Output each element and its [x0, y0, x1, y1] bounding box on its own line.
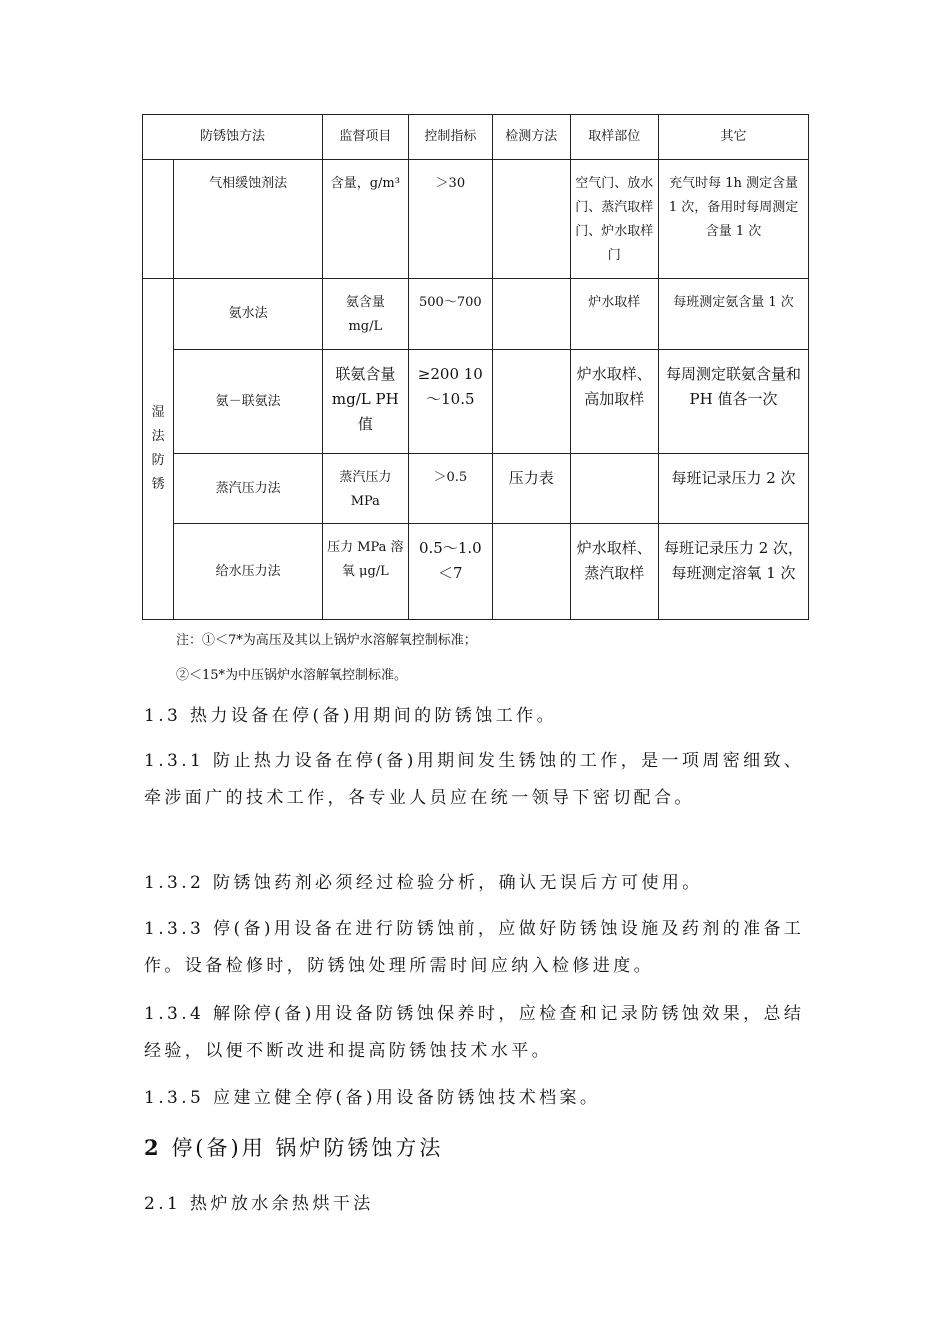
cell-sample [570, 454, 659, 524]
cell-sample: 炉水取样、蒸汽取样 [570, 524, 659, 620]
cell-index: 500～700 [408, 279, 493, 350]
cell-method: 气相缓蚀剂法 [174, 160, 323, 279]
cell-other: 每班记录压力 2 次 [659, 454, 809, 524]
cell-sample: 空气门、放水门、蒸汽取样门、炉水取样门 [570, 160, 659, 279]
section-1-3: 1.3 热力设备在停(备)用期间的防锈蚀工作。 [144, 706, 557, 726]
header-method: 防锈蚀方法 [143, 115, 323, 160]
wet-method-group-label: 湿法防锈 [143, 279, 174, 620]
cell-index: 0.5～1.0 ＜7 [408, 524, 493, 620]
table-row [143, 350, 809, 454]
chapter-2-heading [144, 1133, 443, 1163]
cell-test [493, 160, 570, 279]
cell-method: 氨水法 [174, 279, 323, 350]
table-header-row [143, 115, 809, 160]
cell-other: 每周测定联氨含量和 PH 值各一次 [659, 350, 809, 454]
table-note-2: ②＜15*为中压锅炉水溶解氧控制标准。 [176, 668, 408, 683]
cell-index: ＞30 [408, 160, 493, 279]
cell-item: 含量，g/m³ [323, 160, 409, 279]
cell-method: 氨－联氨法 [174, 350, 323, 454]
table-row [143, 279, 809, 350]
cell-test: 压力表 [493, 454, 570, 524]
cell-item: 联氨含量 mg/L PH 值 [323, 350, 409, 454]
cell-sample: 炉水取样、高加取样 [570, 350, 659, 454]
cell-method: 给水压力法 [174, 524, 323, 620]
cell-index: ≥200 10～10.5 [408, 350, 493, 454]
cell-test [493, 279, 570, 350]
table-note-1: 注：①＜7*为高压及其以上锅炉水溶解氧控制标准； [176, 633, 477, 648]
section-1-3-3: 1.3.3 停(备)用设备在进行防锈蚀前，应做好防锈蚀设施及药剂的准备工作。设备检修时，防锈蚀处理所需时间应纳入检修进度。 [144, 919, 805, 976]
section-1-3-4: 1.3.4 解除停(备)用设备防锈蚀保养时，应检查和记录防锈蚀效果，总结经验，以便不断改进和提高防锈蚀技术水平。 [144, 1004, 805, 1061]
cell-item: 蒸汽压力 MPa [323, 454, 409, 524]
cell-index: ＞0.5 [408, 454, 493, 524]
chapter-title: 停(备)用 锅炉防锈蚀方法 [171, 1136, 444, 1160]
section-2-1: 2.1 热炉放水余热烘干法 [144, 1194, 374, 1214]
table-row [143, 454, 809, 524]
cell-other: 充气时每 1h 测定含量 1 次，备用时每周测定含量 1 次 [659, 160, 809, 279]
header-index: 控制指标 [408, 115, 493, 160]
table-row [143, 524, 809, 620]
cell-test [493, 524, 570, 620]
section-1-3-5: 1.3.5 应建立健全停(备)用设备防锈蚀技术档案。 [144, 1088, 601, 1108]
cell-other: 每班记录压力 2 次，每班测定溶氧 1 次 [659, 524, 809, 620]
chapter-number: 2 [144, 1135, 162, 1160]
cell-sample: 炉水取样 [570, 279, 659, 350]
cell-method: 蒸汽压力法 [174, 454, 323, 524]
cell-item: 氨含量 mg/L [323, 279, 409, 350]
empty-group-cell [143, 160, 174, 279]
header-test: 检测方法 [493, 115, 570, 160]
section-1-3-1: 1.3.1 防止热力设备在停(备)用期间发生锈蚀的工作，是一项周密细致、牵涉面广的技术工作，各专业人员应在统一领导下密切配合。 [144, 751, 805, 808]
cell-item: 压力 MPa 溶氧 μg/L [323, 524, 409, 620]
anticorrosion-method-table [142, 114, 809, 620]
header-sample: 取样部位 [570, 115, 659, 160]
cell-test [493, 350, 570, 454]
table-row [143, 160, 809, 279]
header-item: 监督项目 [323, 115, 409, 160]
header-other: 其它 [659, 115, 809, 160]
cell-other: 每班测定氨含量 1 次 [659, 279, 809, 350]
section-1-3-2: 1.3.2 防锈蚀药剂必须经过检验分析，确认无误后方可使用。 [144, 873, 703, 893]
